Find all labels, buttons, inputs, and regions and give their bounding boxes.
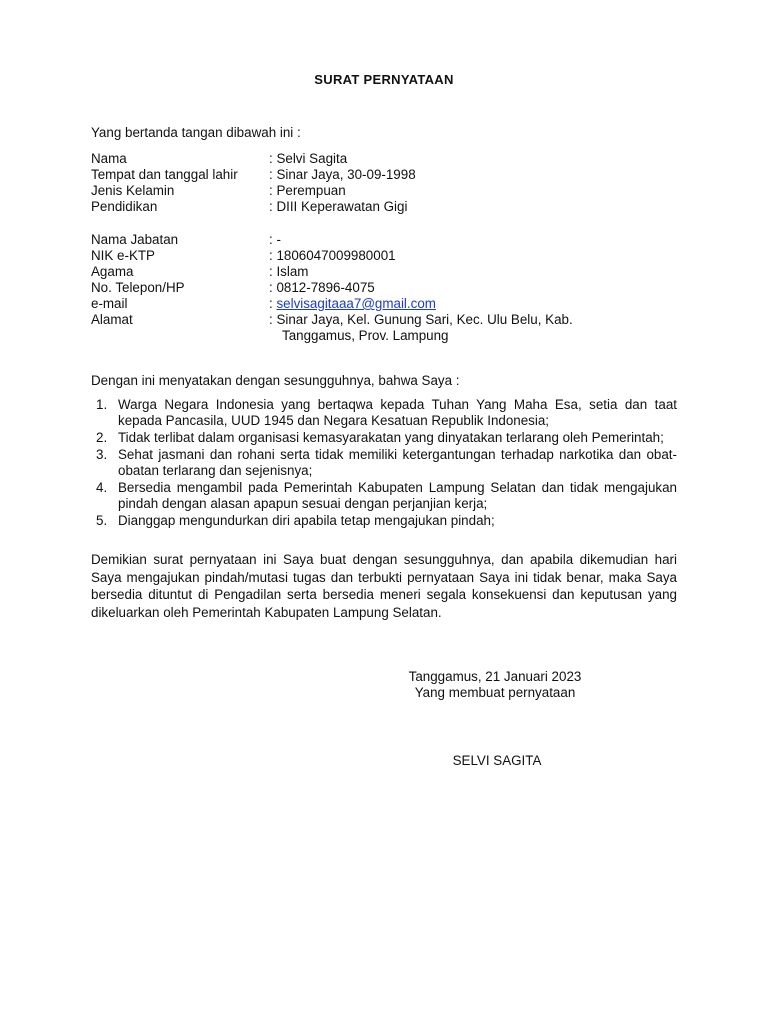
field-row-ttl <box>91 167 691 183</box>
field-value: : 0812-7896-4075 <box>269 280 375 295</box>
list-number: 2. <box>96 430 108 445</box>
email-prefix: : <box>269 296 277 311</box>
list-number: 5. <box>96 513 108 528</box>
field-value: : Sinar Jaya, 30-09-1998 <box>269 167 416 182</box>
field-row-nama <box>91 151 691 167</box>
employment-details <box>91 232 691 344</box>
list-text: Bersedia mengambil pada Pemerintah Kabupaten Lampung Selatan dan tidak mengajukan pindah dengan alasan apapun sesuai dengan perjanjian kerja; <box>118 480 677 511</box>
field-value: : Selvi Sagita <box>269 151 348 166</box>
intro-text: Yang bertanda tangan dibawah ini : <box>91 125 301 140</box>
field-row-nik <box>91 248 691 264</box>
personal-details <box>91 151 691 215</box>
signature-name: SELVI SAGITA <box>452 753 542 768</box>
field-label: Alamat <box>91 312 133 327</box>
field-label: Nama Jabatan <box>91 232 179 247</box>
list-item <box>91 480 677 512</box>
list-text: Warga Negara Indonesia yang bertaqwa kepada Tuhan Yang Maha Esa, setia dan taat kepada Pancasila, UUD 1945 dan Negara Kesatuan Republik Indonesia; <box>118 397 677 428</box>
field-row-jenis-kelamin <box>91 183 691 199</box>
statement-text: Dengan ini menyatakan dengan sesungguhnya, bahwa Saya : <box>91 373 460 388</box>
signature-role: Yang membuat pernyataan <box>414 685 576 700</box>
list-item <box>91 447 677 479</box>
address-line-1: : Sinar Jaya, Kel. Gunung Sari, Kec. Ulu Belu, Kab. <box>269 312 573 327</box>
list-number: 4. <box>96 480 108 495</box>
field-label: Agama <box>91 264 134 279</box>
field-label: Pendidikan <box>91 199 158 214</box>
signature-place-date: Tanggamus, 21 Januari 2023 <box>408 669 582 684</box>
field-label: Tempat dan tanggal lahir <box>91 167 238 182</box>
list-number: 3. <box>96 447 108 462</box>
list-text: Sehat jasmani dan rohani serta tidak memiliki ketergantungan terhadap narkotika dan obat-obatan terlarang dan sejenisnya; <box>118 447 677 478</box>
email-link[interactable]: selvisagitaaa7@gmail.com <box>276 296 436 311</box>
field-label: Nama <box>91 151 127 166</box>
field-label: Jenis Kelamin <box>91 183 175 198</box>
field-value <box>269 296 691 312</box>
list-item <box>91 513 677 529</box>
field-value <box>269 312 691 344</box>
list-text: Dianggap mengundurkan diri apabila tetap mengajukan pindah; <box>118 513 495 528</box>
list-text: Tidak terlibat dalam organisasi kemasyarakatan yang dinyatakan terlarang oleh Pemerintah; <box>118 430 664 445</box>
list-item <box>91 430 677 446</box>
field-row-email <box>91 296 691 312</box>
declaration-list <box>91 397 677 530</box>
field-value: : 1806047009980001 <box>269 248 396 263</box>
field-row-telepon <box>91 280 691 296</box>
field-label: e-mail <box>91 296 128 311</box>
field-value: : Perempuan <box>269 183 346 198</box>
list-item <box>91 397 677 429</box>
field-value: : DIII Keperawatan Gigi <box>269 199 408 214</box>
field-label: NIK e-KTP <box>91 248 155 263</box>
field-value: : - <box>269 232 281 247</box>
field-row-pendidikan <box>91 199 691 215</box>
field-label: No. Telepon/HP <box>91 280 185 295</box>
field-row-agama <box>91 264 691 280</box>
document-title: SURAT PERNYATAAN <box>314 72 454 87</box>
field-row-jabatan <box>91 232 691 248</box>
field-value: : Islam <box>269 264 309 279</box>
field-row-alamat <box>91 312 691 344</box>
closing-paragraph: Demikian surat pernyataan ini Saya buat dengan sesungguhnya, dan apabila dikemudian hari Saya mengajukan pindah/mutasi tugas dan terbukti pernyataan Saya ini tidak benar, maka Saya bersedia dituntut di Pengadilan serta bersedia meneri segala konsekuensi dan keputusan yang dikeluarkan oleh Pemerintah Kabupaten Lampung Selatan. <box>91 552 677 620</box>
list-number: 1. <box>96 397 108 412</box>
address-line-2: Tanggamus, Prov. Lampung <box>282 328 449 343</box>
